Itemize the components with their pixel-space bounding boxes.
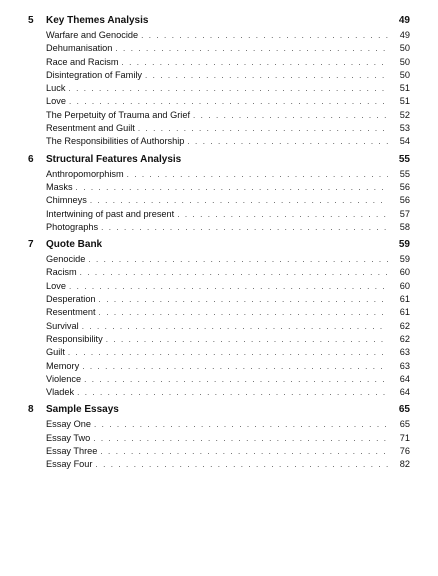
section-page: 49 [398, 15, 410, 26]
entry-page: 53 [399, 123, 410, 134]
entry-title: The Responsibilities of Authorship [46, 136, 185, 147]
entry-page: 61 [399, 307, 410, 318]
entry-page: 62 [399, 333, 410, 344]
toc-entry[interactable] [28, 122, 410, 135]
entry-title: Responsibility [46, 333, 103, 344]
toc-entry[interactable] [28, 42, 410, 55]
dot-leader [69, 95, 388, 108]
toc-entry[interactable] [28, 346, 410, 359]
entry-title: Racism [46, 267, 77, 278]
toc-entry[interactable] [28, 56, 410, 69]
entry-page: 50 [399, 69, 410, 80]
entry-title: Guilt [46, 347, 65, 358]
toc-entry[interactable] [28, 432, 410, 445]
toc-entry[interactable] [28, 386, 410, 399]
dot-leader [138, 122, 388, 135]
dot-leader [84, 373, 388, 386]
section-title: Quote Bank [46, 239, 103, 251]
entry-page: 51 [399, 96, 410, 107]
entry-page: 50 [399, 43, 410, 54]
entry-page: 54 [399, 136, 410, 147]
entry-title: Violence [46, 373, 82, 384]
dot-leader [68, 82, 388, 95]
section-title: Structural Features Analysis [46, 153, 182, 165]
toc-entry[interactable] [28, 320, 410, 333]
section-title: Sample Essays [46, 404, 119, 416]
entry-page: 64 [399, 387, 410, 398]
dot-leader [106, 333, 388, 346]
toc-entry[interactable] [28, 373, 410, 386]
entry-page: 58 [399, 221, 410, 232]
toc-section [28, 238, 410, 399]
section-heading[interactable] [28, 238, 410, 252]
entry-title: Luck [46, 83, 66, 94]
entry-title: Disintegration of Family [46, 69, 142, 80]
toc-entry[interactable] [28, 95, 410, 108]
dot-leader [95, 458, 388, 471]
entry-page: 51 [399, 83, 410, 94]
entry-page: 63 [399, 360, 410, 371]
toc-entry[interactable] [28, 29, 410, 42]
dot-leader [69, 280, 388, 293]
dot-leader [122, 56, 388, 69]
section-number: 7 [28, 239, 34, 251]
entry-title: Masks [46, 181, 73, 192]
toc-entry[interactable] [28, 306, 410, 319]
section-title: Key Themes Analysis [46, 15, 149, 26]
entry-page: 82 [399, 459, 410, 470]
entry-title: Essay Three [46, 446, 98, 457]
toc-entry[interactable] [28, 69, 410, 82]
entry-page: 63 [399, 347, 410, 358]
toc-entry[interactable] [28, 109, 410, 122]
section-heading[interactable] [28, 403, 410, 417]
section-page: 65 [398, 404, 410, 416]
toc-entry[interactable] [28, 360, 410, 373]
entry-title: Essay One [46, 419, 91, 430]
entry-title: Resentment [46, 307, 96, 318]
entry-page: 50 [399, 56, 410, 67]
section-heading[interactable] [28, 153, 410, 167]
dot-leader [68, 346, 388, 359]
section-page: 55 [398, 153, 410, 165]
toc-entry[interactable] [28, 168, 410, 181]
entry-title: Essay Four [46, 459, 93, 470]
entry-title: Desperation [46, 294, 96, 305]
entry-page: 56 [399, 195, 410, 206]
entry-page: 55 [399, 168, 410, 179]
entry-title: Chimneys [46, 195, 87, 206]
dot-leader [101, 221, 388, 234]
dot-leader [99, 306, 388, 319]
toc-entry[interactable] [28, 280, 410, 293]
toc-entry[interactable] [28, 293, 410, 306]
toc-entry[interactable] [28, 253, 410, 266]
dot-leader [187, 135, 388, 148]
section-number: 6 [28, 153, 34, 165]
dot-leader [145, 69, 388, 82]
entry-page: 65 [399, 419, 410, 430]
entry-title: Vladek [46, 387, 75, 398]
dot-leader [82, 360, 388, 373]
entry-title: The Perpetuity of Trauma and Grief [46, 109, 191, 120]
entry-title: Love [46, 96, 66, 107]
section-page: 59 [398, 239, 410, 251]
entry-page: 76 [399, 446, 410, 457]
entry-page: 71 [399, 432, 410, 443]
dot-leader [80, 266, 388, 279]
dot-leader [115, 42, 388, 55]
toc-section [28, 14, 410, 149]
dot-leader [88, 253, 388, 266]
toc-entry[interactable] [28, 194, 410, 207]
toc-section [28, 403, 410, 471]
toc-entry[interactable] [28, 135, 410, 148]
entry-title: Memory [46, 360, 80, 371]
entry-page: 60 [399, 280, 410, 291]
entry-page: 56 [399, 181, 410, 192]
entry-title: Dehumanisation [46, 43, 113, 54]
section-number: 8 [28, 404, 34, 416]
entry-title: Genocide [46, 254, 86, 265]
toc-entry[interactable] [28, 181, 410, 194]
toc-entry[interactable] [28, 82, 410, 95]
toc-entry[interactable] [28, 418, 410, 431]
dot-leader [94, 418, 388, 431]
entry-page: 64 [399, 373, 410, 384]
toc-entry[interactable] [28, 266, 410, 279]
section-heading[interactable] [28, 14, 410, 28]
dot-leader [141, 29, 388, 42]
entry-title: Photographs [46, 221, 99, 232]
entry-page: 59 [399, 254, 410, 265]
toc-entry[interactable] [28, 333, 410, 346]
entry-title: Warfare and Genocide [46, 30, 139, 40]
table-of-contents [28, 14, 410, 476]
entry-title: Anthropomorphism [46, 168, 124, 179]
toc-entry[interactable] [28, 445, 410, 458]
dot-leader [100, 445, 388, 458]
entry-title: Survival [46, 320, 79, 331]
entry-page: 61 [399, 294, 410, 305]
dot-leader [82, 320, 388, 333]
entry-page: 49 [399, 30, 410, 40]
entry-title: Resentment and Guilt [46, 123, 135, 134]
toc-section [28, 153, 410, 234]
entry-page: 62 [399, 320, 410, 331]
dot-leader [193, 109, 388, 122]
dot-leader [127, 168, 388, 181]
toc-entry[interactable] [28, 208, 410, 221]
dot-leader [177, 208, 388, 221]
entry-title: Essay Two [46, 432, 91, 443]
entry-page: 60 [399, 267, 410, 278]
section-number: 5 [28, 15, 34, 26]
dot-leader [76, 181, 388, 194]
toc-entry[interactable] [28, 221, 410, 234]
entry-title: Intertwining of past and present [46, 208, 175, 219]
toc-entry[interactable] [28, 458, 410, 471]
entry-title: Love [46, 280, 66, 291]
dot-leader [90, 194, 388, 207]
dot-leader [77, 386, 388, 399]
dot-leader [99, 293, 388, 306]
dot-leader [93, 432, 388, 445]
entry-title: Race and Racism [46, 56, 119, 67]
entry-page: 52 [399, 109, 410, 120]
entry-page: 57 [399, 208, 410, 219]
